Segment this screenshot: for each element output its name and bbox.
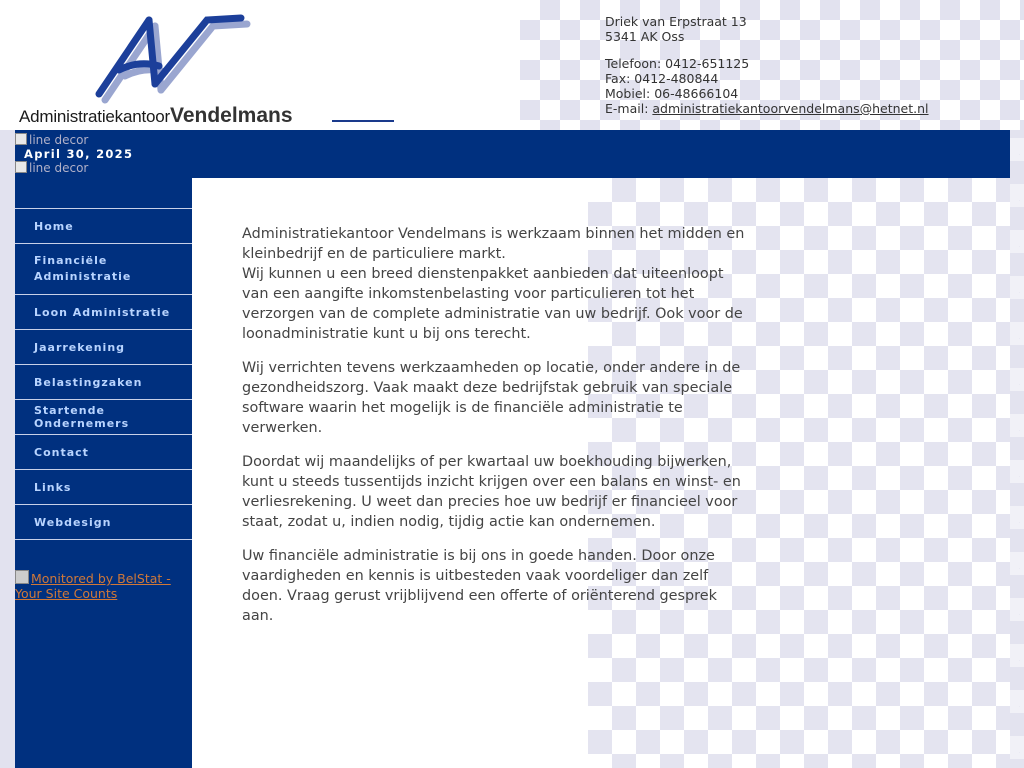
belstat-link[interactable]: Monitored by BelStat - Your Site Counts: [15, 571, 171, 601]
bookkeeping-paragraph: Doordat wij maandelijks of per kwartaal uw boekhouding bijwerken, kunt u steeds tussentijds inzicht krijgen over een balans en winst- en verliesrekening. U weet dan precies hoe uw bedrijf er financieel voor staat, zodat u, indien nodig, tijdig actie kan ondernemen.: [242, 454, 741, 530]
contact-street: Driek van Erpstraat 13: [605, 14, 747, 29]
contact-email-link[interactable]: administratiekantoorvendelmans@hetnet.nl: [652, 101, 929, 116]
location-paragraph: Wij verrichten tevens werkzaamheden op locatie, onder andere in de gezondheidszorg. Vaak maakt deze bedrijfstak gebruik van speciale software waarin het mogelijk is de financiële administratie te verwerken.: [242, 360, 741, 436]
contact-mobile: Mobiel: 06-48666104: [605, 86, 739, 101]
content-text: [242, 224, 752, 640]
nav-item-home[interactable]: Home: [15, 209, 192, 244]
nav-item-belastingzaken[interactable]: Belastingzaken: [15, 365, 192, 400]
line-decor-alt: line decor: [29, 133, 89, 147]
logo-underline: [332, 120, 394, 122]
nav-item-links[interactable]: Links: [15, 470, 192, 505]
sidebar: [15, 178, 192, 768]
contact-email-row: [605, 101, 929, 116]
line-decor-bottom: [15, 161, 88, 175]
contact-fax: Fax: 0412-480844: [605, 71, 719, 86]
main-content: [192, 178, 1010, 768]
nav-item-label: Financiële Administratie: [34, 254, 132, 283]
outsourcing-paragraph: Uw financiële administratie is bij ons in goede handen. Door onze vaardigheden en kennis is uitbesteden vaak voordeliger dan zelf doen. Vraag gerust vrijblijvend een offerte of oriënterend gesprek aan.: [242, 548, 717, 624]
broken-image-icon: [15, 570, 29, 584]
nav-item-jaarrekening[interactable]: Jaarrekening: [15, 330, 192, 365]
logo-text-part2: Vendelmans: [169, 104, 293, 127]
contact-email-label: E-mail:: [605, 101, 653, 116]
header: [0, 0, 1024, 130]
line-decor-top: [15, 133, 88, 147]
nav-item-startende-ondernemers[interactable]: Startende Ondernemers: [15, 400, 192, 435]
logo-av-mark: [15, 10, 405, 110]
services-paragraph: Wij kunnen u een breed dienstenpakket aanbieden dat uiteenloopt van een aangifte inkomstenbelasting voor particulieren tot het verzorgen van de complete administratie van uw bedrijf. Ook voor de loonadministratie kunt u bij ons terecht.: [242, 266, 743, 342]
contact-block: [605, 14, 929, 116]
nav-item-financiele-administratie[interactable]: [15, 244, 192, 295]
logo-text-part1: Administratiekantoor: [19, 107, 170, 126]
current-date: April 30, 2025: [24, 147, 134, 161]
broken-image-icon: [15, 133, 27, 145]
broken-image-icon: [15, 161, 27, 173]
nav-item-loon-administratie[interactable]: Loon Administratie: [15, 295, 192, 330]
main-nav: [15, 208, 192, 540]
logo-wordmark: [19, 104, 293, 128]
contact-phone: Telefoon: 0412-651125: [605, 56, 750, 71]
contact-city: 5341 AK Oss: [605, 29, 685, 44]
date-bar: [15, 130, 1010, 178]
nav-item-contact[interactable]: Contact: [15, 435, 192, 470]
belstat-counter[interactable]: [15, 570, 192, 601]
nav-item-webdesign[interactable]: Webdesign: [15, 505, 192, 540]
logo[interactable]: [15, 10, 405, 128]
line-decor-alt: line decor: [29, 161, 89, 175]
intro-paragraph: Administratiekantoor Vendelmans is werkzaam binnen het midden en kleinbedrijf en de particuliere markt.: [242, 226, 745, 262]
